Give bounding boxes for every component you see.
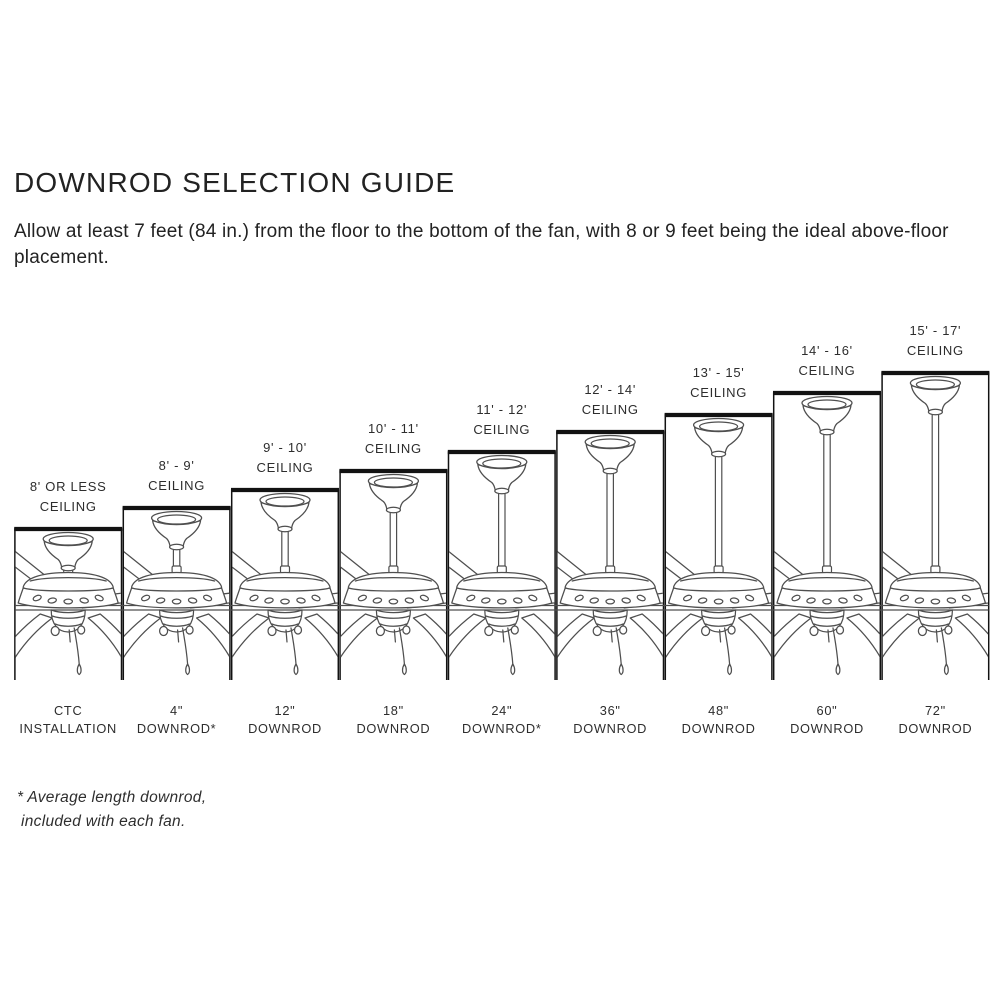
canopy-icon: [43, 533, 93, 571]
ceiling-height-label: [122, 456, 230, 496]
ceiling-height-label: [664, 363, 772, 403]
downrod-word: DOWNROD: [573, 720, 648, 736]
downrod-size: 60": [816, 703, 838, 718]
ceiling-word: CEILING: [148, 478, 206, 493]
ceiling-word: CEILING: [473, 422, 531, 437]
intro-text: Allow at least 7 feet (84 in.) from the floor to the bottom of the fan, with 8 or 9 feet being the ideal above-floor placement.: [14, 221, 949, 268]
downrod-length-label: [231, 702, 339, 737]
footnote-line: * Average length downrod,: [17, 789, 207, 806]
footnote-line: included with each fan.: [21, 812, 186, 830]
ceiling-word: CEILING: [364, 441, 422, 456]
downrod-word: DOWNROD: [898, 720, 973, 736]
downrod-size: 48": [708, 703, 730, 718]
downrod-size: 72": [924, 703, 946, 718]
canopy-icon: [910, 377, 960, 415]
downrod-length-label: [664, 702, 772, 737]
ceiling-word: CEILING: [39, 499, 97, 514]
fan-body-icon: [14, 525, 166, 690]
ceiling-range: 15' - 17': [909, 323, 962, 338]
downrod-size: CTC: [53, 703, 83, 718]
ceiling-range: 14' - 16': [801, 343, 853, 358]
ceiling-height-label: [773, 341, 881, 381]
canopy-icon: [368, 475, 418, 513]
ceiling-word: CEILING: [690, 385, 748, 400]
downrod-size: 4": [170, 703, 184, 718]
downrod-length-label: [773, 702, 881, 737]
ceiling-word: CEILING: [581, 402, 639, 417]
ceiling-word: CEILING: [906, 343, 964, 358]
canopy-icon: [152, 512, 202, 550]
ceiling-range: 9' - 10': [263, 440, 307, 455]
downrod-word: DOWNROD: [681, 720, 756, 736]
ceiling-range: 8' OR LESS: [29, 479, 107, 494]
staircase-fan-art: [14, 320, 990, 760]
ceiling-height-label: [339, 419, 447, 459]
ceiling-height-label: [556, 380, 664, 420]
downrod-word: DOWNROD*: [462, 720, 542, 736]
downrod-length-label: [448, 702, 556, 737]
ceiling-range: 13' - 15': [692, 365, 745, 380]
canopy-icon: [585, 436, 635, 474]
fan-body-icon: [839, 525, 989, 690]
canopy-icon: [802, 397, 852, 435]
downrod-word: DOWNROD: [790, 720, 864, 736]
downrod-word: INSTALLATION: [19, 720, 117, 736]
canopy-icon: [260, 494, 310, 532]
page-title: DOWNROD SELECTION GUIDE: [14, 167, 456, 198]
ceiling-word: CEILING: [798, 363, 856, 378]
ceiling-fan-illustration: [839, 377, 989, 690]
downrod-size: 12": [274, 703, 296, 718]
downrod-length-label: [556, 702, 664, 737]
ceiling-range: 12' - 14': [584, 382, 637, 397]
ceiling-word: CEILING: [256, 460, 314, 475]
downrod-length-label: [339, 702, 447, 737]
ceiling-height-label: [881, 321, 989, 361]
ceiling-height-label: [231, 438, 339, 478]
downrod-size: 24": [491, 703, 513, 718]
canopy-icon: [694, 419, 744, 457]
downrod-word: DOWNROD: [248, 720, 322, 736]
canopy-icon: [477, 456, 527, 494]
ceiling-range: 8' - 9': [158, 458, 195, 473]
ceiling-fan-illustration: [731, 397, 925, 690]
ceiling-fan-illustration: [623, 419, 817, 690]
ceiling-range: 10' - 11': [367, 421, 419, 436]
downrod-diagram: [14, 320, 990, 760]
downrod-word: DOWNROD*: [136, 720, 217, 736]
downrod-size: 36": [599, 703, 621, 718]
downrod-size: 18": [382, 703, 404, 718]
ceiling-height-label: [448, 400, 556, 440]
downrod-length-label: [14, 702, 122, 737]
downrod-length-label: [122, 702, 230, 737]
downrod-word: DOWNROD: [356, 720, 431, 736]
downrod-length-label: [881, 702, 989, 737]
ceiling-fan-illustration: [14, 525, 166, 690]
ceiling-range: 11' - 12': [476, 402, 528, 417]
footnote: [17, 786, 206, 833]
ceiling-height-label: [14, 477, 122, 517]
